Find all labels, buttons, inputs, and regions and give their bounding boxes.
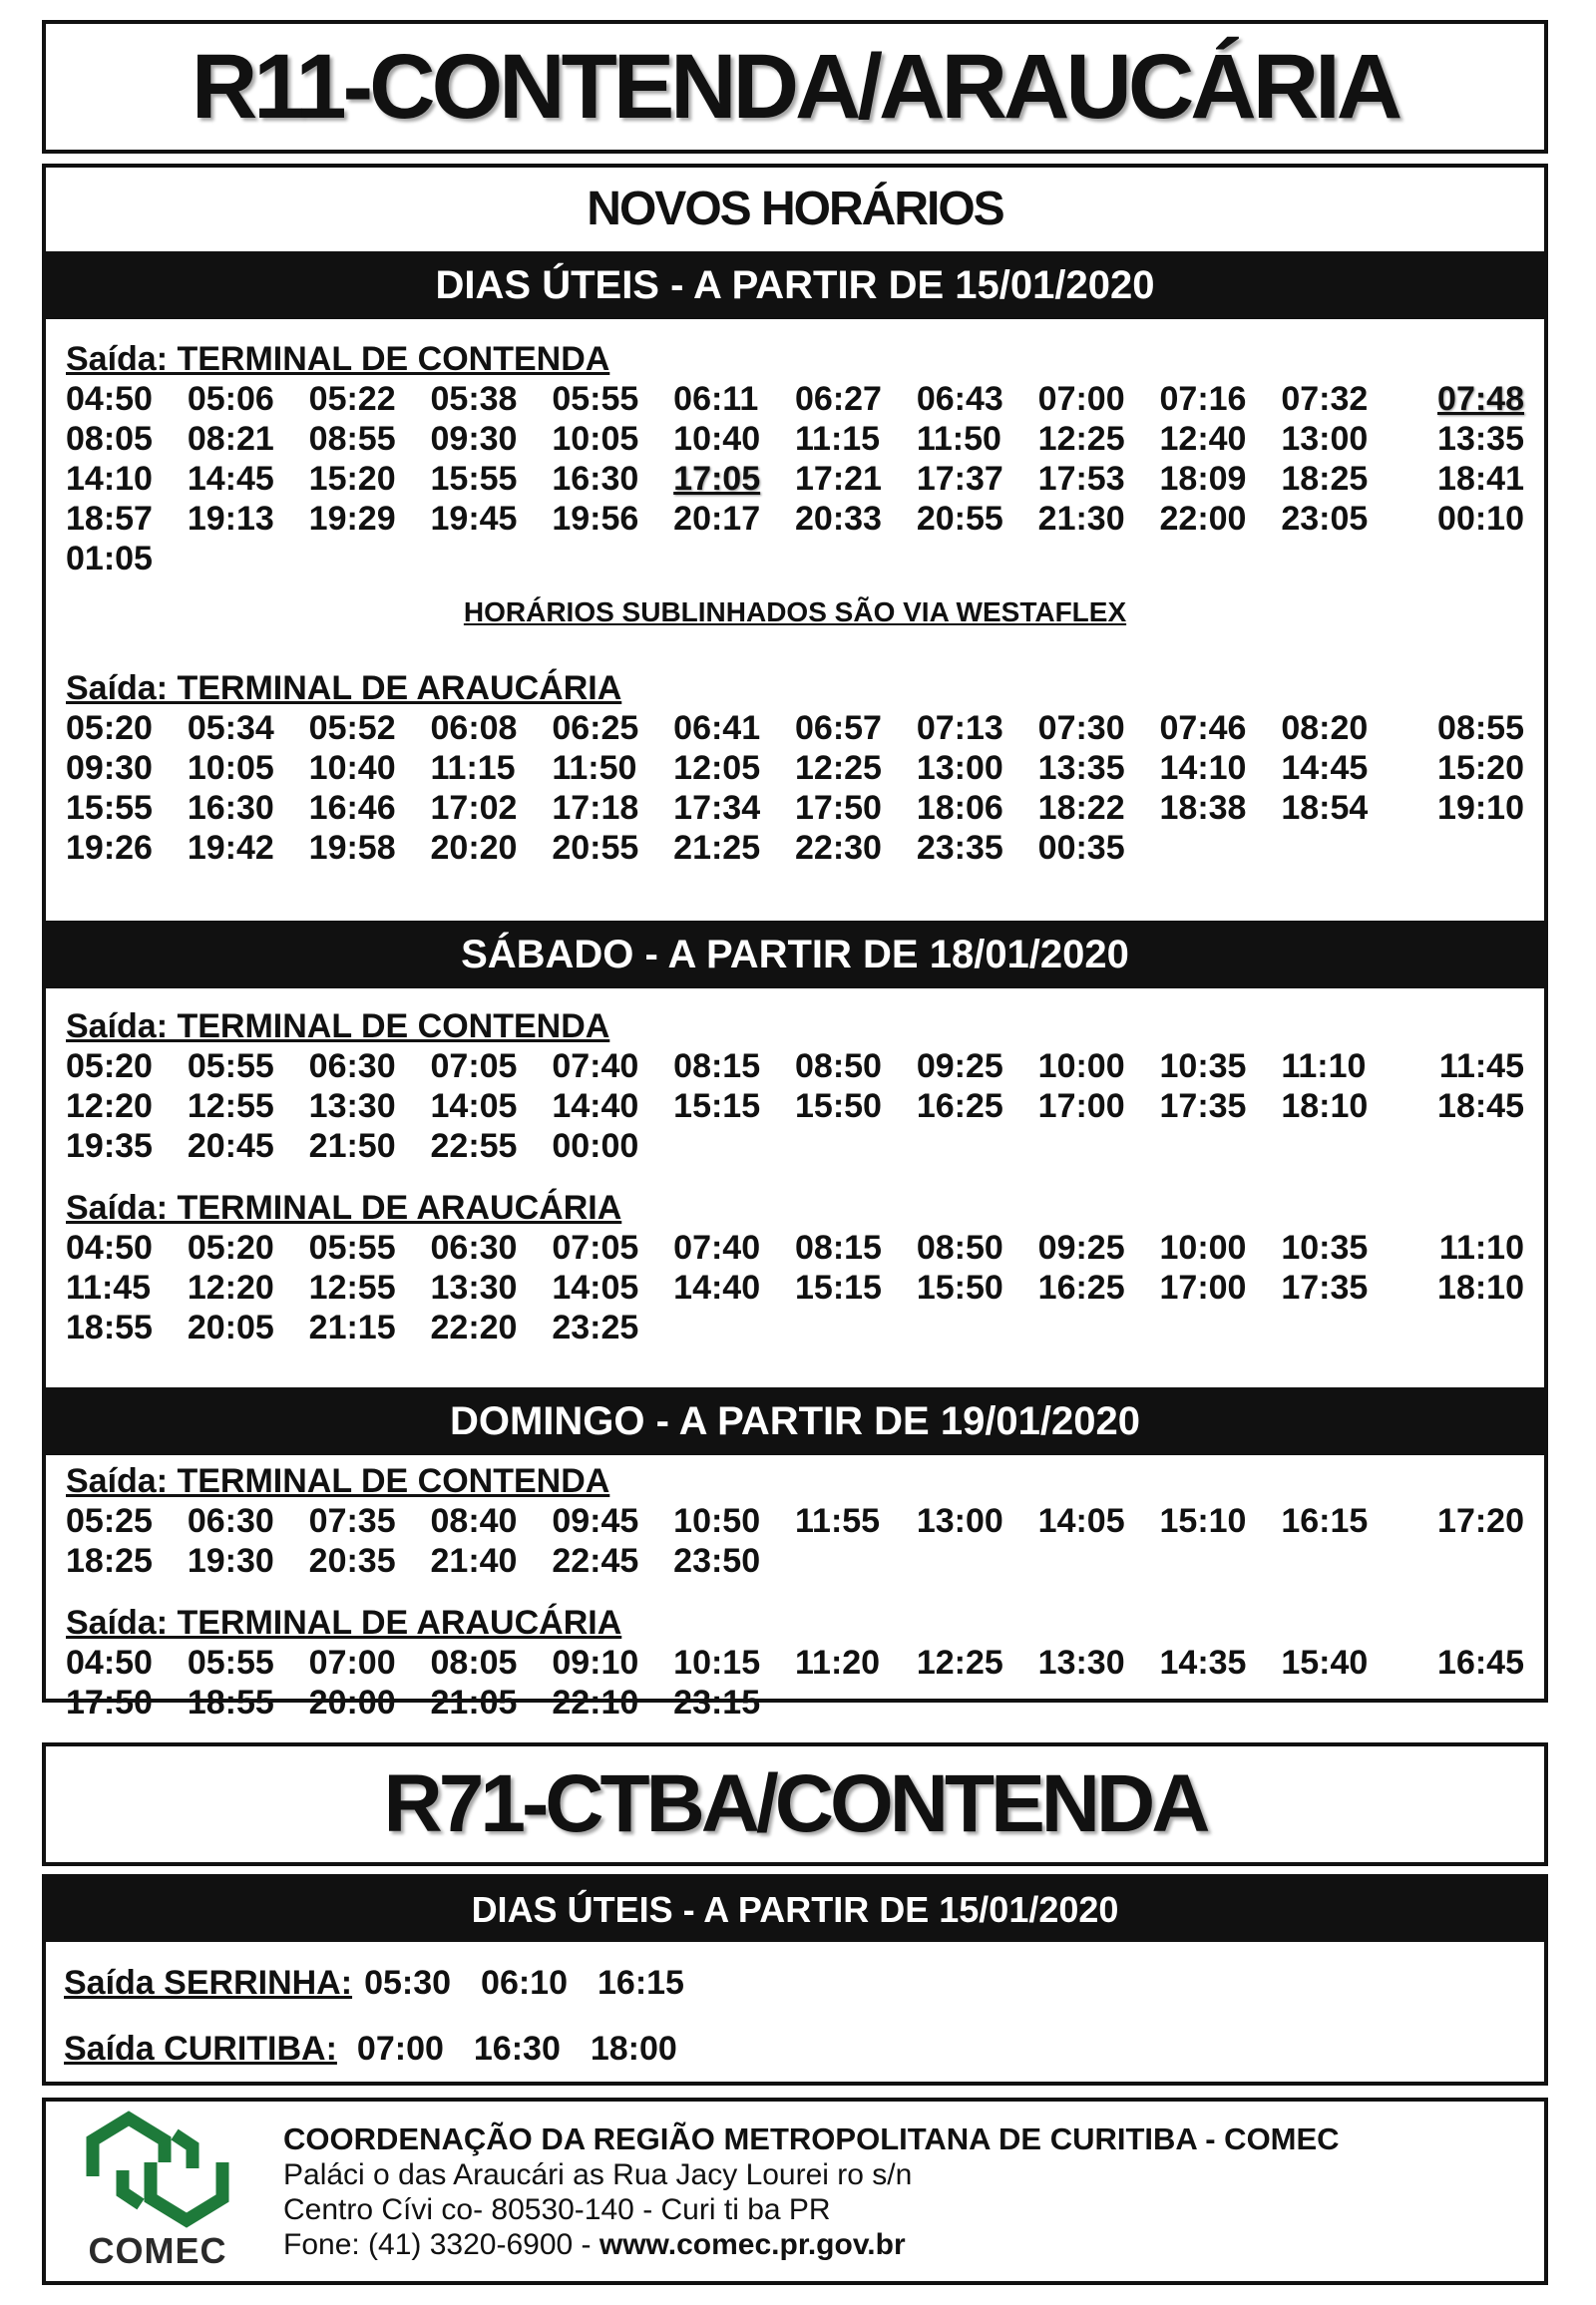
departure-time: 17:00 <box>1159 1269 1247 1307</box>
sunday-contenda-times <box>66 1501 1524 1581</box>
departure-time: 14:10 <box>1159 749 1247 787</box>
departure-time: 19:26 <box>66 829 153 867</box>
address-line-2: Centro Cívi co- 80530-140 - Curi ti ba PR <box>283 2192 831 2226</box>
departure-time: 12:55 <box>187 1087 274 1125</box>
departure-time: 08:15 <box>673 1047 761 1085</box>
departure-time: 22:45 <box>552 1542 639 1580</box>
departure-time: 15:20 <box>1437 749 1524 787</box>
departure-time: 11:50 <box>552 749 637 787</box>
departure-time: 19:35 <box>66 1127 153 1165</box>
departure-time: 21:15 <box>308 1309 396 1346</box>
departure-time: 21:40 <box>430 1542 518 1580</box>
departure-time: 07:46 <box>1159 709 1247 747</box>
weekday-contenda-times <box>66 379 1524 578</box>
sunday-section <box>46 1455 1544 1723</box>
r11-title: R11-CONTENDA/ARAUCÁRIA <box>191 35 1399 138</box>
departure-time: 06:30 <box>308 1047 396 1085</box>
comec-logo-text: COMEC <box>88 2230 227 2271</box>
r71-title-box <box>42 1742 1548 1866</box>
departure-time: 08:20 <box>1281 709 1369 747</box>
departure-time: 18:54 <box>1281 789 1369 827</box>
departure-time: 06:08 <box>430 709 518 747</box>
departure-time: 14:05 <box>552 1269 639 1307</box>
departure-time: 23:25 <box>552 1309 639 1346</box>
weekday-section <box>46 319 1544 921</box>
org-name: COORDENAÇÃO DA REGIÃO METROPOLITANA DE CURITIBA - COMEC <box>283 2120 1340 2156</box>
weekday-araucaria-label: Saída: TERMINAL DE ARAUCÁRIA <box>66 669 622 707</box>
departure-time: 06:25 <box>552 709 639 747</box>
departure-time: 08:21 <box>187 420 274 458</box>
departure-time: 06:30 <box>430 1229 518 1267</box>
departure-time: 07:30 <box>1037 709 1125 747</box>
departure-time: 10:15 <box>673 1644 761 1682</box>
departure-time: 05:55 <box>187 1047 274 1085</box>
departure-time: 18:55 <box>187 1684 274 1722</box>
departure-time: 09:25 <box>1037 1229 1125 1267</box>
departure-time: 05:38 <box>430 380 518 418</box>
departure-time: 15:15 <box>673 1087 761 1125</box>
departure-time: 05:22 <box>308 380 396 418</box>
departure-time: 05:55 <box>552 380 639 418</box>
departure-time: 10:40 <box>308 749 396 787</box>
departure-time: 20:20 <box>430 829 518 867</box>
departure-time: 18:09 <box>1159 460 1247 498</box>
departure-time: 09:25 <box>916 1047 1003 1085</box>
departure-time: 07:00 <box>1037 380 1125 418</box>
departure-time: 08:50 <box>916 1229 1003 1267</box>
r11-title-box <box>42 20 1548 154</box>
departure-time: 13:35 <box>1437 420 1524 458</box>
departure-time: 00:35 <box>1037 829 1125 867</box>
departure-time: 14:45 <box>187 460 274 498</box>
departure-time: 18:55 <box>66 1309 153 1346</box>
departure-time: 05:52 <box>308 709 396 747</box>
departure-time: 08:15 <box>795 1229 882 1267</box>
departure-time: 04:50 <box>66 1229 153 1267</box>
departure-time: 07:35 <box>308 1502 396 1540</box>
saturday-contenda-times <box>66 1046 1524 1166</box>
website-link[interactable]: www.comec.pr.gov.br <box>598 2227 906 2261</box>
curitiba-row <box>46 2016 1544 2082</box>
serrinha-label: Saída SERRINHA: <box>64 1963 353 2002</box>
departure-time: 07:48 <box>1437 380 1524 418</box>
departure-time: 15:40 <box>1281 1644 1369 1682</box>
serrinha-row <box>46 1950 1544 2016</box>
departure-time: 11:15 <box>430 749 516 787</box>
departure-time: 17:53 <box>1037 460 1125 498</box>
departure-time: 16:30 <box>187 789 274 827</box>
departure-time: 10:05 <box>552 420 639 458</box>
departure-time: 15:55 <box>66 789 153 827</box>
departure-time: 17:02 <box>430 789 518 827</box>
departure-time: 17:18 <box>552 789 639 827</box>
departure-time: 16:15 <box>1281 1502 1369 1540</box>
departure-time: 17:05 <box>673 460 761 498</box>
departure-time: 10:50 <box>673 1502 761 1540</box>
curitiba-time: 16:30 <box>473 2029 561 2068</box>
r71-title: R71-CTBA/CONTENDA <box>383 1758 1207 1849</box>
departure-time: 08:05 <box>430 1644 518 1682</box>
comec-logo-icon <box>83 2111 232 2228</box>
departure-time: 23:15 <box>673 1684 761 1722</box>
departure-time: 15:50 <box>916 1269 1003 1307</box>
departure-time: 19:45 <box>430 500 518 538</box>
comec-logo <box>68 2102 247 2281</box>
departure-time: 00:00 <box>552 1127 639 1165</box>
departure-time: 11:45 <box>66 1269 152 1307</box>
departure-time: 19:10 <box>1437 789 1524 827</box>
departure-time: 06:27 <box>795 380 882 418</box>
departure-time: 18:06 <box>916 789 1003 827</box>
departure-time: 19:29 <box>308 500 396 538</box>
departure-time: 11:15 <box>795 420 881 458</box>
departure-time: 11:55 <box>795 1502 881 1540</box>
serrinha-time: 16:15 <box>598 1963 684 2002</box>
curitiba-time: 07:00 <box>356 2029 444 2068</box>
departure-time: 16:25 <box>916 1087 1003 1125</box>
departure-time: 08:55 <box>308 420 396 458</box>
departure-time: 20:00 <box>308 1684 396 1722</box>
curitiba-time: 18:00 <box>590 2029 677 2068</box>
departure-time: 12:20 <box>187 1269 274 1307</box>
departure-time: 17:35 <box>1281 1269 1369 1307</box>
departure-time: 20:05 <box>187 1309 274 1346</box>
departure-time: 11:50 <box>916 420 1001 458</box>
departure-time: 06:43 <box>916 380 1003 418</box>
departure-time: 00:10 <box>1437 500 1524 538</box>
r71-header: DIAS ÚTEIS - A PARTIR DE 15/01/2020 <box>46 1878 1544 1942</box>
departure-time: 13:00 <box>916 1502 1003 1540</box>
departure-time: 15:50 <box>795 1087 882 1125</box>
departure-time: 16:45 <box>1437 1644 1524 1682</box>
departure-time: 07:40 <box>552 1047 639 1085</box>
departure-time: 08:40 <box>430 1502 518 1540</box>
weekday-contenda-label: Saída: TERMINAL DE CONTENDA <box>66 340 610 378</box>
departure-time: 14:45 <box>1281 749 1369 787</box>
r11-schedule <box>42 164 1548 1722</box>
departure-time: 10:35 <box>1281 1229 1369 1267</box>
departure-time: 22:20 <box>430 1309 518 1346</box>
departure-time: 10:00 <box>1037 1047 1125 1085</box>
departure-time: 14:35 <box>1159 1644 1247 1682</box>
r11-subtitle: NOVOS HORÁRIOS <box>587 183 1003 235</box>
departure-time: 05:20 <box>187 1229 274 1267</box>
departure-time: 18:38 <box>1159 789 1247 827</box>
departure-time: 06:30 <box>187 1502 274 1540</box>
departure-time: 20:35 <box>308 1542 396 1580</box>
departure-time: 22:00 <box>1159 500 1247 538</box>
departure-time: 20:17 <box>673 500 761 538</box>
departure-time: 04:50 <box>66 380 153 418</box>
departure-time: 15:15 <box>795 1269 882 1307</box>
departure-time: 23:35 <box>916 829 1003 867</box>
departure-time: 08:55 <box>1437 709 1524 747</box>
departure-time: 12:40 <box>1159 420 1247 458</box>
departure-time: 05:06 <box>187 380 274 418</box>
departure-time: 21:30 <box>1037 500 1125 538</box>
saturday-header: SÁBADO - A PARTIR DE 18/01/2020 <box>46 921 1544 988</box>
footer-text <box>283 2121 1340 2262</box>
address-line-1: Paláci o das Araucári as Rua Jacy Lourei ro s/n <box>283 2157 913 2191</box>
sunday-araucaria-times <box>66 1643 1524 1723</box>
serrinha-time: 05:30 <box>364 1963 452 2002</box>
departure-time: 10:05 <box>187 749 274 787</box>
departure-time: 13:30 <box>1037 1644 1125 1682</box>
departure-time: 05:34 <box>187 709 274 747</box>
footer <box>42 2098 1548 2285</box>
departure-time: 22:10 <box>552 1684 639 1722</box>
curitiba-label: Saída CURITIBA: <box>64 2029 337 2068</box>
departure-time: 13:30 <box>430 1269 518 1307</box>
departure-time: 18:45 <box>1437 1087 1524 1125</box>
sunday-araucaria-label: Saída: TERMINAL DE ARAUCÁRIA <box>66 1604 622 1642</box>
departure-time: 23:05 <box>1281 500 1369 538</box>
departure-time: 07:05 <box>552 1229 639 1267</box>
departure-time: 13:35 <box>1037 749 1125 787</box>
departure-time: 20:55 <box>916 500 1003 538</box>
departure-time: 18:25 <box>1281 460 1369 498</box>
saturday-araucaria-label: Saída: TERMINAL DE ARAUCÁRIA <box>66 1189 622 1227</box>
departure-time: 14:05 <box>1037 1502 1125 1540</box>
r71-schedule <box>42 1874 1548 2086</box>
departure-time: 12:25 <box>795 749 882 787</box>
departure-time: 18:22 <box>1037 789 1125 827</box>
departure-time: 17:35 <box>1159 1087 1247 1125</box>
departure-time: 07:05 <box>430 1047 518 1085</box>
departure-time: 13:00 <box>916 749 1003 787</box>
departure-time: 05:25 <box>66 1502 153 1540</box>
departure-time: 07:40 <box>673 1229 761 1267</box>
departure-time: 17:21 <box>795 460 882 498</box>
departure-time: 20:45 <box>187 1127 274 1165</box>
departure-time: 11:20 <box>795 1644 881 1682</box>
departure-time: 12:25 <box>916 1644 1003 1682</box>
departure-time: 09:30 <box>430 420 518 458</box>
departure-time: 16:30 <box>552 460 639 498</box>
departure-time: 17:20 <box>1437 1502 1524 1540</box>
departure-time: 10:00 <box>1159 1229 1247 1267</box>
departure-time: 22:55 <box>430 1127 518 1165</box>
departure-time: 18:25 <box>66 1542 153 1580</box>
departure-time: 20:55 <box>552 829 639 867</box>
sunday-contenda-label: Saída: TERMINAL DE CONTENDA <box>66 1462 610 1500</box>
departure-time: 19:56 <box>552 500 639 538</box>
departure-time: 19:13 <box>187 500 274 538</box>
departure-time: 17:50 <box>795 789 882 827</box>
departure-time: 23:50 <box>673 1542 761 1580</box>
departure-time: 10:35 <box>1159 1047 1247 1085</box>
departure-time: 19:42 <box>187 829 274 867</box>
departure-time: 13:00 <box>1281 420 1369 458</box>
departure-time: 10:40 <box>673 420 761 458</box>
departure-time: 17:37 <box>916 460 1003 498</box>
departure-time: 15:55 <box>430 460 518 498</box>
departure-time: 11:10 <box>1281 1047 1367 1085</box>
saturday-araucaria-times <box>66 1228 1524 1347</box>
departure-time: 06:41 <box>673 709 761 747</box>
departure-time: 19:30 <box>187 1542 274 1580</box>
departure-time: 08:50 <box>795 1047 882 1085</box>
departure-time: 15:10 <box>1159 1502 1247 1540</box>
departure-time: 18:10 <box>1281 1087 1369 1125</box>
departure-time: 18:57 <box>66 500 153 538</box>
departure-time: 14:40 <box>673 1269 761 1307</box>
departure-time: 04:50 <box>66 1644 153 1682</box>
departure-time: 06:11 <box>673 380 759 418</box>
departure-time: 06:57 <box>795 709 882 747</box>
weekday-header: DIAS ÚTEIS - A PARTIR DE 15/01/2020 <box>46 251 1544 319</box>
departure-time: 17:34 <box>673 789 761 827</box>
departure-time: 07:32 <box>1281 380 1369 418</box>
departure-time: 12:20 <box>66 1087 153 1125</box>
departure-time: 07:00 <box>308 1644 396 1682</box>
departure-time: 14:05 <box>430 1087 518 1125</box>
departure-time: 20:33 <box>795 500 882 538</box>
departure-time: 12:05 <box>673 749 761 787</box>
saturday-section <box>46 988 1544 1387</box>
departure-time: 21:05 <box>430 1684 518 1722</box>
departure-time: 13:30 <box>308 1087 396 1125</box>
sunday-header: DOMINGO - A PARTIR DE 19/01/2020 <box>46 1387 1544 1455</box>
departure-time: 17:50 <box>66 1684 153 1722</box>
departure-time: 11:45 <box>1438 1047 1524 1085</box>
departure-time: 09:30 <box>66 749 153 787</box>
departure-time: 01:05 <box>66 540 153 577</box>
departure-time: 05:55 <box>308 1229 396 1267</box>
departure-time: 21:50 <box>308 1127 396 1165</box>
departure-time: 09:10 <box>552 1644 639 1682</box>
saturday-contenda-label: Saída: TERMINAL DE CONTENDA <box>66 1007 610 1045</box>
departure-time: 12:55 <box>308 1269 396 1307</box>
departure-time: 16:46 <box>308 789 396 827</box>
weekday-araucaria-times <box>66 708 1524 868</box>
departure-time: 15:20 <box>308 460 396 498</box>
serrinha-time: 06:10 <box>481 1963 568 2002</box>
westaflex-note: HORÁRIOS SUBLINHADOS SÃO VIA WESTAFLEX <box>463 596 1127 627</box>
departure-time: 05:20 <box>66 709 153 747</box>
departure-time: 11:10 <box>1438 1229 1524 1267</box>
contact-line <box>283 2227 1340 2262</box>
departure-time: 07:13 <box>916 709 1003 747</box>
phone: Fone: (41) 3320-6900 - <box>283 2227 599 2261</box>
departure-time: 22:30 <box>795 829 882 867</box>
departure-time: 08:05 <box>66 420 153 458</box>
departure-time: 14:40 <box>552 1087 639 1125</box>
departure-time: 05:20 <box>66 1047 153 1085</box>
departure-time: 05:55 <box>187 1644 274 1682</box>
departure-time: 21:25 <box>673 829 761 867</box>
departure-time: 16:25 <box>1037 1269 1125 1307</box>
departure-time: 18:41 <box>1437 460 1524 498</box>
departure-time: 19:58 <box>308 829 396 867</box>
departure-time: 17:00 <box>1037 1087 1125 1125</box>
departure-time: 14:10 <box>66 460 153 498</box>
departure-time: 12:25 <box>1037 420 1125 458</box>
departure-time: 07:16 <box>1159 380 1247 418</box>
departure-time: 18:10 <box>1437 1269 1524 1307</box>
departure-time: 09:45 <box>552 1502 639 1540</box>
